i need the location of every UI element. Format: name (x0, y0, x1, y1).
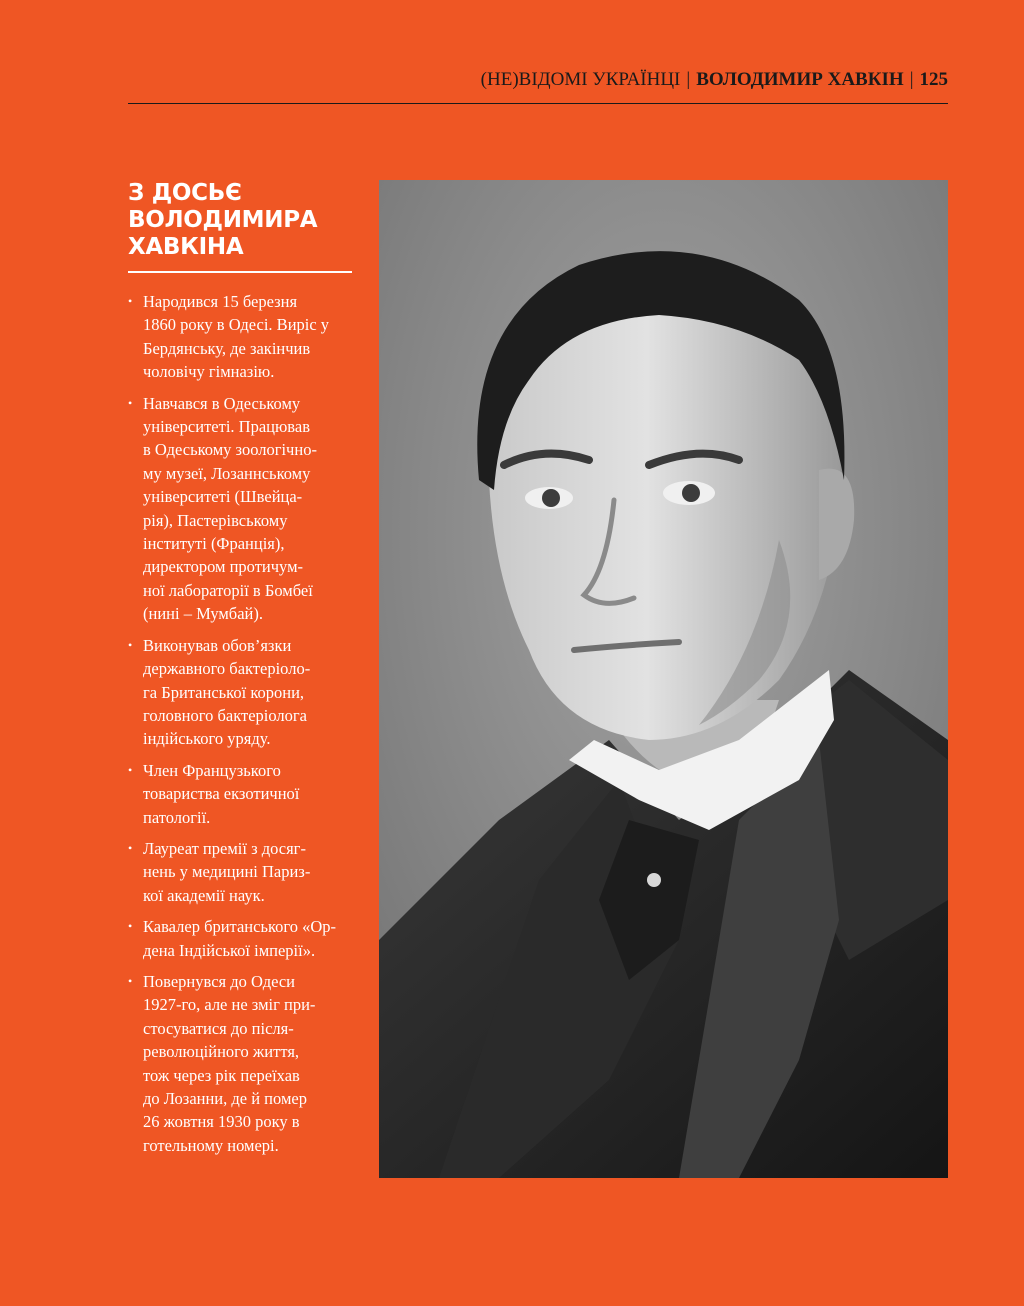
fact-award (128, 837, 352, 907)
chapter-title: ВОЛОДИМИР ХАВКІН (696, 69, 904, 90)
fact-line: чоловічу гімназію. (143, 362, 275, 382)
fact-line: нень у медицині Париз- (143, 862, 311, 882)
fact-line: рія), Пастерівському (143, 510, 288, 530)
fact-line: • Народився 15 березня (143, 292, 298, 311)
fact-line: в Одеському зоологічно- (143, 440, 317, 460)
fact-line: 1860 року в Одесі. Виріс у (143, 315, 330, 335)
fact-line: університеті. Працював (143, 417, 310, 437)
fact-line: • Лауреат премії з досяг- (143, 838, 306, 858)
dossier-sidebar (128, 180, 352, 1165)
fact-line: Бердянську, де закінчив (143, 338, 311, 358)
fact-line: революційного життя, (143, 1042, 300, 1062)
fact-line: державного бактеріоло- (143, 659, 311, 679)
section-title: (НЕ)ВІДОМІ УКРАЇНЦІ (480, 69, 681, 90)
fact-line: до Лозанни, де й помер (143, 1089, 307, 1108)
fact-line: індійського уряду. (143, 729, 271, 749)
dossier-title (128, 180, 352, 273)
fact-line: (нині – Мумбай). (143, 604, 263, 624)
fact-line: 26 жовтня 1930 року в (143, 1112, 300, 1132)
fact-line: товариства екзотичної (143, 784, 300, 804)
dossier-title-line: З ДОСЬЄ (128, 180, 242, 206)
page-number: 125 (919, 69, 948, 90)
dossier-title-line: ВОЛОДИМИРА (128, 207, 318, 233)
dossier-title-line: ХАВКІНА (128, 234, 244, 260)
fact-society-member (128, 759, 352, 829)
fact-order (128, 915, 352, 962)
fact-line: стосуватися до після- (143, 1018, 294, 1038)
fact-line: інституті (Франція), (143, 534, 285, 554)
fact-line: • Член Французького (143, 760, 281, 780)
fact-line: му музеї, Лозаннському (143, 463, 311, 483)
fact-line: директором протичум- (143, 557, 304, 577)
facts-list (128, 290, 352, 1157)
fact-line: • Виконував обов’язки (143, 635, 292, 655)
fact-line: патології. (143, 807, 211, 827)
fact-line: головного бактеріолога (143, 705, 307, 725)
fact-line: кої академії наук. (143, 885, 265, 905)
fact-line: університеті (Швейца- (143, 487, 303, 507)
fact-line: га Британської корони, (143, 682, 305, 702)
fact-bacteriologist (128, 634, 352, 751)
running-header (128, 66, 948, 104)
fact-line: • Кавалер британського «Ор- (143, 917, 337, 937)
fact-line: 1927-го, але не зміг при- (143, 995, 316, 1015)
fact-line: дена Індійської імперії». (143, 940, 316, 960)
portrait-illustration (379, 180, 948, 1178)
fact-line: • Навчався в Одеському (143, 393, 301, 413)
portrait-photo (379, 180, 948, 1178)
fact-line: тож через рік переїхав (143, 1065, 300, 1085)
fact-line: ної лабораторії в Бомбеї (143, 580, 313, 600)
header-separator: | (909, 69, 914, 90)
fact-birth (128, 290, 352, 384)
fact-line: готельному номері. (143, 1135, 279, 1155)
fact-line: • Повернувся до Одеси (143, 971, 295, 991)
fact-education-career (128, 392, 352, 626)
fact-return-death (128, 970, 352, 1157)
header-separator: | (686, 69, 691, 90)
